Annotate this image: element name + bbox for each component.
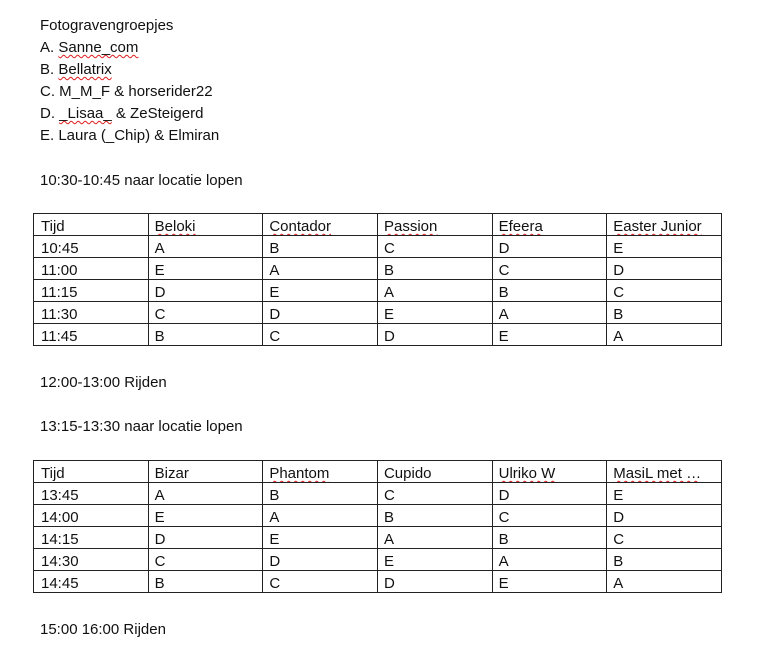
group-cell: D <box>607 505 722 527</box>
group-cell: A <box>377 527 492 549</box>
group-rest: & ZeSteigerd <box>111 105 204 122</box>
group-cell: D <box>263 549 378 571</box>
group-cell: D <box>607 258 722 280</box>
group-cell: E <box>263 527 378 549</box>
header-cell <box>607 214 722 236</box>
horse-name: Easter Junior <box>613 218 702 235</box>
group-cell: E <box>377 549 492 571</box>
time-cell: 13:45 <box>34 483 149 505</box>
group-cell: D <box>148 527 263 549</box>
group-cell: D <box>148 280 263 302</box>
table-header-row <box>34 214 722 236</box>
group-cell: B <box>492 527 607 549</box>
horse-name: Passion <box>383 218 438 235</box>
group-cell: A <box>607 324 722 346</box>
group-cell: B <box>607 302 722 324</box>
time-cell: 11:30 <box>34 302 149 324</box>
session-ride-2: 15:00 16:00 Rijden <box>40 621 166 638</box>
group-line-a <box>40 39 138 57</box>
header-cell <box>492 214 607 236</box>
group-cell: C <box>377 236 492 258</box>
group-cell: A <box>377 280 492 302</box>
table-row <box>34 236 722 258</box>
group-name: _Lisaa_ <box>59 105 112 122</box>
group-cell: D <box>492 236 607 258</box>
group-cell: A <box>263 258 378 280</box>
group-rest: M_M_F & horserider22 <box>59 83 213 100</box>
horse-name: MasiL met … <box>613 465 702 482</box>
horse-name: Contador <box>269 218 332 235</box>
session-walk-2: 13:15-13:30 naar locatie lopen <box>40 418 243 435</box>
group-cell: C <box>263 324 378 346</box>
table-row <box>34 483 722 505</box>
group-cell: D <box>377 324 492 346</box>
group-cell: C <box>492 258 607 280</box>
header-cell <box>377 214 492 236</box>
group-cell: E <box>607 483 722 505</box>
header-cell: Tijd <box>34 461 149 483</box>
session-ride-1: 12:00-13:00 Rijden <box>40 374 167 391</box>
group-prefix: C. <box>40 83 60 100</box>
group-cell: B <box>263 236 378 258</box>
horse-name: Ulriko W <box>498 465 556 482</box>
table-row <box>34 258 722 280</box>
header-cell <box>148 214 263 236</box>
table-row <box>34 571 722 593</box>
header-cell <box>492 461 607 483</box>
group-cell: E <box>148 505 263 527</box>
group-cell: C <box>148 302 263 324</box>
group-line-e <box>40 127 219 145</box>
header-cell: Bizar <box>148 461 263 483</box>
group-line-c <box>40 83 213 101</box>
group-cell: C <box>148 549 263 571</box>
time-cell: 11:15 <box>34 280 149 302</box>
table-row <box>34 280 722 302</box>
group-cell: B <box>263 483 378 505</box>
group-cell: A <box>607 571 722 593</box>
table-row <box>34 302 722 324</box>
group-cell: B <box>148 571 263 593</box>
schedule-table-2 <box>33 460 722 593</box>
time-cell: 11:00 <box>34 258 149 280</box>
group-prefix: B. <box>40 61 59 78</box>
header-cell: Tijd <box>34 214 149 236</box>
group-cell: E <box>492 324 607 346</box>
table-header-row <box>34 461 722 483</box>
schedule-table-1 <box>33 213 722 346</box>
time-cell: 14:30 <box>34 549 149 571</box>
time-cell: 14:45 <box>34 571 149 593</box>
group-cell: E <box>607 236 722 258</box>
table-row <box>34 549 722 571</box>
group-cell: D <box>263 302 378 324</box>
time-cell: 11:45 <box>34 324 149 346</box>
group-cell: B <box>492 280 607 302</box>
group-cell: B <box>607 549 722 571</box>
group-cell: E <box>377 302 492 324</box>
group-name: Bellatrix <box>58 61 112 78</box>
horse-name: Efeera <box>498 218 543 235</box>
group-name: Sanne_com <box>58 39 139 56</box>
table-row <box>34 505 722 527</box>
time-cell: 14:15 <box>34 527 149 549</box>
group-line-d <box>40 105 203 123</box>
table-row <box>34 527 722 549</box>
group-cell: E <box>492 571 607 593</box>
group-line-b <box>40 61 112 79</box>
session-walk-1: 10:30-10:45 naar locatie lopen <box>40 172 243 189</box>
group-cell: D <box>492 483 607 505</box>
group-rest: Laura (_Chip) & Elmiran <box>58 127 220 144</box>
group-cell: B <box>377 505 492 527</box>
header-cell <box>263 214 378 236</box>
document-heading: Fotogravengroepjes <box>40 17 174 34</box>
header-cell: Cupido <box>377 461 492 483</box>
header-cell <box>263 461 378 483</box>
group-cell: A <box>492 549 607 571</box>
group-prefix: A. <box>40 39 59 56</box>
group-prefix: E. <box>40 127 59 144</box>
group-cell: A <box>263 505 378 527</box>
horse-name: Beloki <box>154 218 196 235</box>
group-cell: E <box>148 258 263 280</box>
group-cell: C <box>263 571 378 593</box>
group-cell: C <box>607 280 722 302</box>
group-cell: C <box>607 527 722 549</box>
group-cell: A <box>148 483 263 505</box>
group-cell: B <box>377 258 492 280</box>
group-cell: C <box>377 483 492 505</box>
time-cell: 14:00 <box>34 505 149 527</box>
table-row <box>34 324 722 346</box>
group-cell: D <box>377 571 492 593</box>
header-cell <box>607 461 722 483</box>
time-cell: 10:45 <box>34 236 149 258</box>
group-cell: A <box>148 236 263 258</box>
group-cell: C <box>492 505 607 527</box>
group-cell: E <box>263 280 378 302</box>
group-prefix: D. <box>40 105 60 122</box>
group-cell: B <box>148 324 263 346</box>
horse-name: Phantom <box>269 465 330 482</box>
group-cell: A <box>492 302 607 324</box>
